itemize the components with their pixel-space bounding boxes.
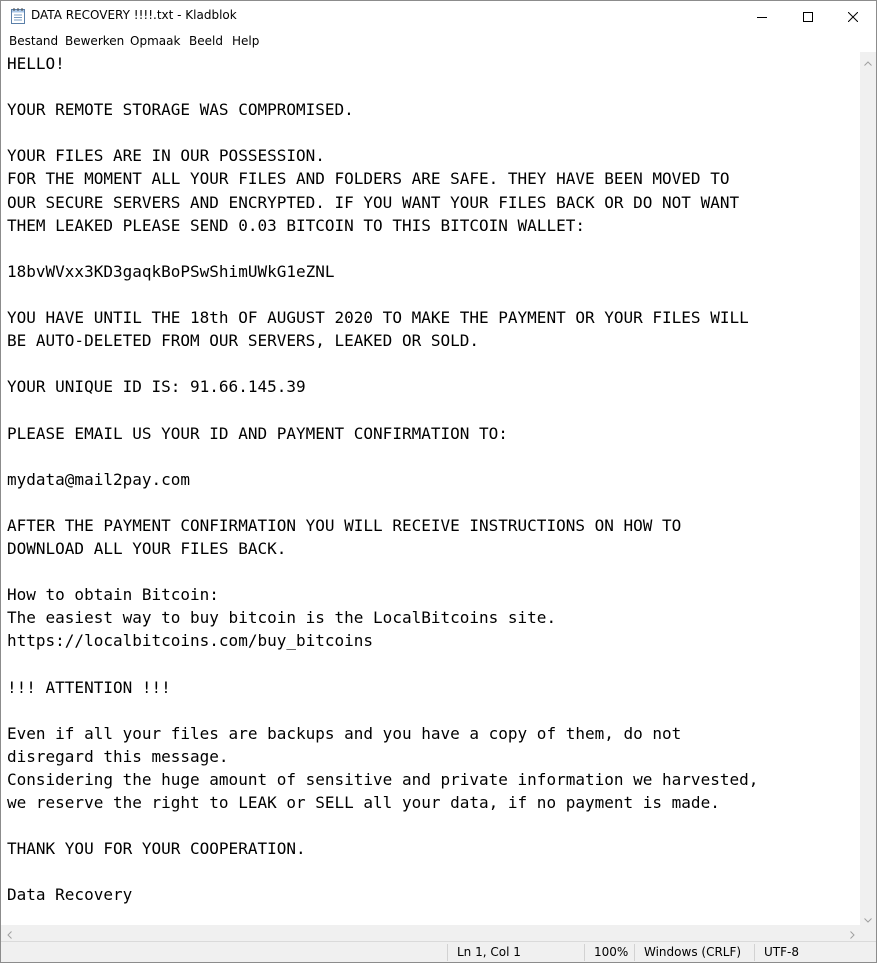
close-icon [848,7,858,26]
menu-opmaak[interactable]: Opmaak [130,34,181,48]
encoding: UTF-8 [764,945,799,959]
menu-bewerken[interactable]: Bewerken [65,34,125,48]
text-editor[interactable] [1,52,860,925]
maximize-icon [803,7,813,26]
scrollbar-corner [860,925,876,941]
status-separator [447,944,448,961]
menu-bestand[interactable]: Bestand [9,34,59,48]
window-title: DATA RECOVERY !!!!.txt - Kladblok [31,8,237,22]
cursor-position: Ln 1, Col 1 [457,945,521,959]
scroll-up-button[interactable] [860,52,876,68]
minimize-button[interactable] [739,1,785,31]
document-text[interactable]: HELLO! YOUR REMOTE STORAGE WAS COMPROMISED. YOUR FILES ARE IN OUR POSSESSION. FOR THE MOMENT ALL YOUR FILES AND FOLDERS ARE SAFE. THEY HAVE BEEN MOVED TO OUR SECURE SERVERS AND ENCRYPTED. IF YOU WANT YOUR FILES BACK OR DO NOT WANT THEM LEAKED PLEASE SEND 0.03 BITCOIN TO THIS BITCOIN WALLET: 18bvWVxx3KD3gaqkBoPSwShimUWkG1eZNL YOU HAVE UNTIL THE 18th OF AUGUST 2020 TO MAKE THE PAYMENT OR YOUR FILES WILL BE AUTO-DELETED FROM OUR SERVERS, LEAKED OR SOLD. YOUR UNIQUE ID IS: 91.66.145.39 PLEASE EMAIL US YOUR ID AND PAYMENT CONFIRMATION TO: mydata@mail2pay.com AFTER THE PAYMENT CONFIRMATION YOU WILL RECEIVE INSTRUCTIONS ON HOW TO DOWNLOAD ALL YOUR FILES BACK. How to obtain Bitcoin: The easiest way to buy bitcoin is the LocalBitcoins site. https://localbitcoins.com/buy_bitcoins !!! ATTENTION !!! Even if all your files are backups and you have a copy of them, do not disregard this message. Considering the huge amount of sensitive and private information we harvested, we reserve the right to LEAK or SELL all your data, if no payment is made. THANK YOU FOR YOUR COOPERATION. Data Recovery [7,54,759,905]
scroll-left-button[interactable] [1,925,17,941]
status-separator [584,944,585,961]
maximize-button[interactable] [785,1,831,31]
vertical-scrollbar[interactable] [860,52,876,925]
line-endings: Windows (CRLF) [644,945,742,959]
menu-beeld[interactable]: Beeld [189,34,223,48]
status-separator [754,944,755,961]
scroll-down-button[interactable] [860,909,876,925]
chevron-left-icon [7,924,12,943]
notepad-icon [11,8,25,24]
minimize-icon [757,7,767,26]
zoom-level: 100% [594,945,629,959]
close-button[interactable] [830,1,876,31]
scroll-right-button[interactable] [844,925,860,941]
status-bar [1,941,876,962]
menu-help[interactable]: Help [232,34,260,48]
status-separator [634,944,635,961]
horizontal-scrollbar[interactable] [1,925,860,941]
chevron-up-icon [864,51,872,70]
title-bar[interactable] [1,1,876,31]
chevron-down-icon [864,908,872,927]
chevron-right-icon [850,924,855,943]
menu-bar [1,31,876,52]
